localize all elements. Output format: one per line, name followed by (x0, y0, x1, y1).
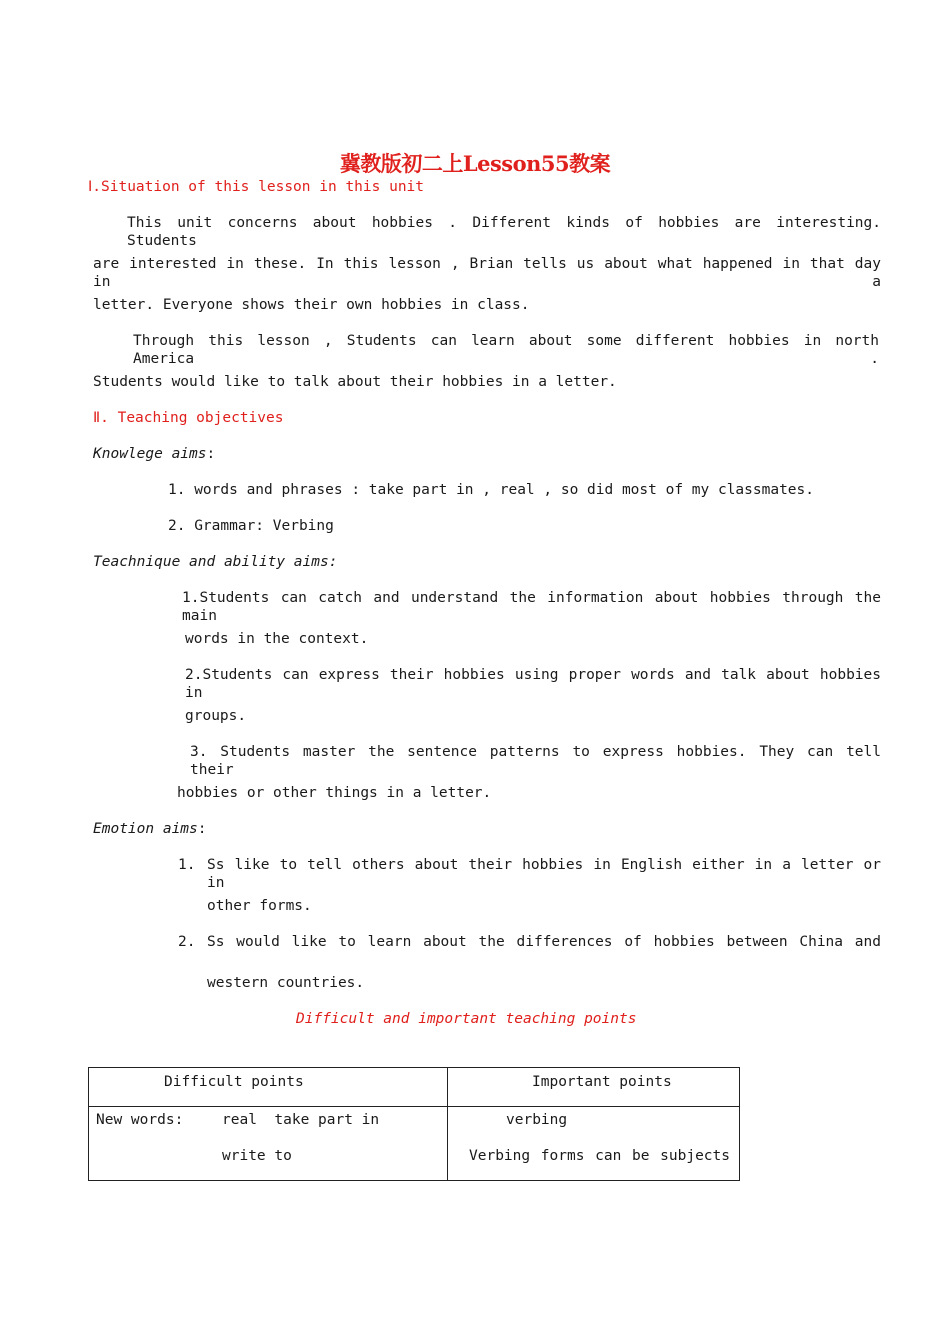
document-title: 冀教版初二上Lesson55教案 (339, 151, 611, 176)
list-item: 2. Grammar: Verbing (168, 518, 334, 534)
list-number: 2. (178, 934, 196, 950)
table-header-difficult: Difficult points (164, 1074, 304, 1090)
paragraph-line: Through this lesson , Students can learn about some different hobbies in north America . (133, 333, 879, 367)
new-words-label: New words: (96, 1112, 184, 1128)
paragraph-line: are interested in these. In this lesson , Brian tells us about what happened in that day in a (93, 256, 881, 290)
list-item: 3. Students master the sentence patterns to express hobbies. They can tell their (190, 744, 881, 778)
list-item: 1. words and phrases : take part in , real , so did most of my classmates. (168, 482, 815, 498)
section-heading-objectives: Ⅱ. Teaching objectives (93, 410, 284, 426)
list-item: Ss like to tell others about their hobbies in English either in a letter or in (207, 857, 881, 891)
table-header-important: Important points (532, 1074, 672, 1090)
section-heading-situation: Ⅰ.Situation of this lesson in this unit (88, 179, 425, 195)
teaching-points-table (88, 1067, 740, 1181)
emotion-aims-label: Emotion aims: (93, 821, 207, 837)
list-item-continuation: words in the context. (185, 631, 369, 647)
paragraph-line: letter. Everyone shows their own hobbies in class. (93, 297, 530, 313)
list-item-continuation: western countries. (207, 975, 365, 991)
table-cell: real take part in (222, 1112, 380, 1128)
list-item: 2.Students can express their hobbies using proper words and talk about hobbies in (185, 667, 881, 701)
list-item-continuation: hobbies or other things in a letter. (177, 785, 492, 801)
table-cell: write to (222, 1148, 292, 1164)
paragraph-line: Students would like to talk about their hobbies in a letter. (93, 374, 617, 390)
list-item: 1.Students can catch and understand the information about hobbies through the main (182, 590, 881, 624)
table-cell: Verbing forms can be subjects (469, 1148, 730, 1164)
list-number: 1. (178, 857, 196, 873)
list-item-continuation: groups. (185, 708, 247, 724)
points-heading: Difficult and important teaching points (296, 1011, 637, 1027)
table-cell: verbing (506, 1112, 568, 1128)
paragraph-line: This unit concerns about hobbies . Different kinds of hobbies are interesting. Students (127, 215, 881, 249)
list-item: Ss would like to learn about the differences of hobbies between China and (207, 934, 881, 950)
list-item-continuation: other forms. (207, 898, 312, 914)
knowledge-aims-label: Knowlege aims: (93, 446, 216, 462)
technique-aims-label: Teachnique and ability aims: (93, 554, 338, 570)
